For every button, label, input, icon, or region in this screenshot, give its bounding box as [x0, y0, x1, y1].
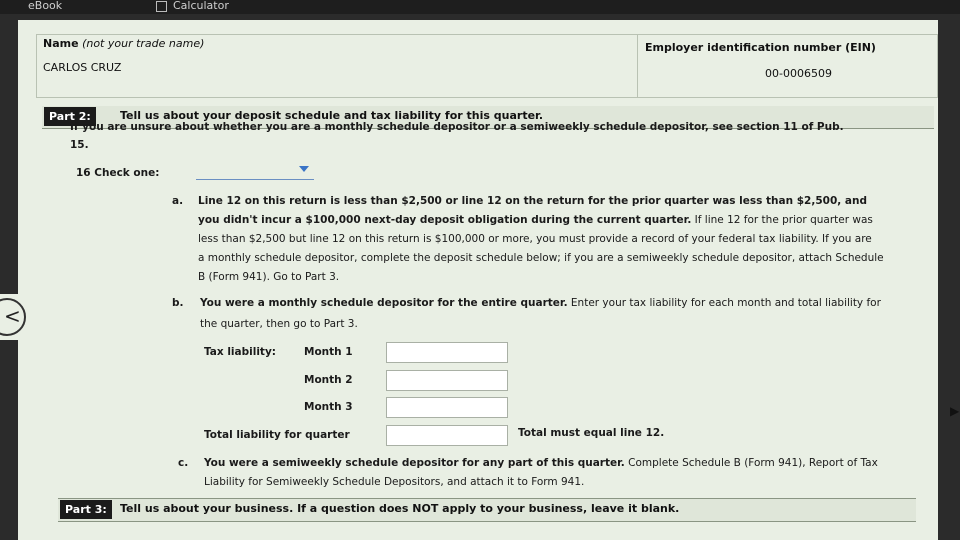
ein-value: 00-0006509 — [765, 67, 832, 80]
tab-ebook-label: eBook — [28, 0, 63, 12]
month1-input[interactable] — [386, 342, 508, 363]
header-box — [36, 34, 938, 98]
total-liability-label: Total liability for quarter — [204, 429, 350, 441]
name-label: Name (not your trade name) — [43, 37, 205, 50]
month1-label: Month 1 — [304, 346, 353, 358]
tab-calculator[interactable] — [148, 0, 237, 14]
option-a-line2: you didn't incur a $100,000 next-day deposit obligation during the current quarter. If line 12 for the prior quarter was — [198, 214, 873, 226]
option-c-letter: c. — [178, 457, 189, 469]
option-a-line4: a monthly schedule depositor, complete the deposit schedule below; if you are a semiweekly schedule depositor, attach Schedule — [198, 252, 884, 264]
month3-label: Month 3 — [304, 401, 353, 413]
form-941-page — [18, 20, 938, 540]
name-value: CARLOS CRUZ — [43, 61, 122, 74]
total-liability-input[interactable] — [386, 425, 508, 446]
part3-tag: Part 3: — [60, 500, 112, 519]
option-b-line2: the quarter, then go to Part 3. — [200, 318, 358, 330]
option-a-line5: B (Form 941). Go to Part 3. — [198, 271, 340, 283]
tax-liability-label: Tax liability: — [204, 346, 276, 358]
month2-input[interactable] — [386, 370, 508, 391]
tab-ebook[interactable] — [20, 0, 70, 14]
chevron-left-icon: < — [4, 304, 21, 328]
option-c-line1: You were a semiweekly schedule depositor for any part of this quarter. Complete Schedule B (Form 941), Report of Tax — [204, 457, 878, 469]
part2-tag: Part 2: — [44, 107, 96, 126]
option-a-line3: less than $2,500 but line 12 on this return is $100,000 or more, you must provide a record of your federal tax liability. If you are — [198, 233, 872, 245]
back-button[interactable] — [0, 294, 30, 340]
check-one-label: 16 Check one: — [76, 167, 160, 179]
mouse-cursor-icon: ▶ — [950, 404, 960, 418]
part3-title: Tell us about your business. If a question does NOT apply to your business, leave it blank. — [120, 502, 680, 515]
option-c-line2: Liability for Semiweekly Schedule Depositors, and attach it to Form 941. — [204, 476, 585, 488]
part2-title: Tell us about your deposit schedule and tax liability for this quarter. — [120, 109, 544, 122]
part3-header — [58, 498, 916, 522]
header-divider — [637, 35, 638, 97]
option-b-line1: You were a monthly schedule depositor for the entire quarter. Enter your tax liability for each month and total liability for — [200, 297, 881, 309]
part2-intro-line2: 15. — [70, 139, 89, 151]
option-a-letter: a. — [172, 195, 184, 207]
top-tab-bar — [0, 0, 960, 14]
deposit-schedule-dropdown[interactable] — [196, 160, 314, 180]
part2-intro-line1: If you are unsure about whether you are a monthly schedule depositor or a semiweekly schedule depositor, see section 11 of Pub. — [70, 121, 844, 133]
ein-label: Employer identification number (EIN) — [645, 41, 876, 54]
total-note: Total must equal line 12. — [518, 427, 665, 439]
month2-label: Month 2 — [304, 374, 353, 386]
chevron-down-icon — [299, 166, 309, 172]
tab-calculator-label: Calculator — [173, 0, 229, 12]
calculator-icon — [156, 1, 167, 12]
month3-input[interactable] — [386, 397, 508, 418]
option-b-letter: b. — [172, 297, 184, 309]
option-a-line1: Line 12 on this return is less than $2,500 or line 12 on the return for the prior quarter was less than $2,500, and — [198, 195, 867, 207]
